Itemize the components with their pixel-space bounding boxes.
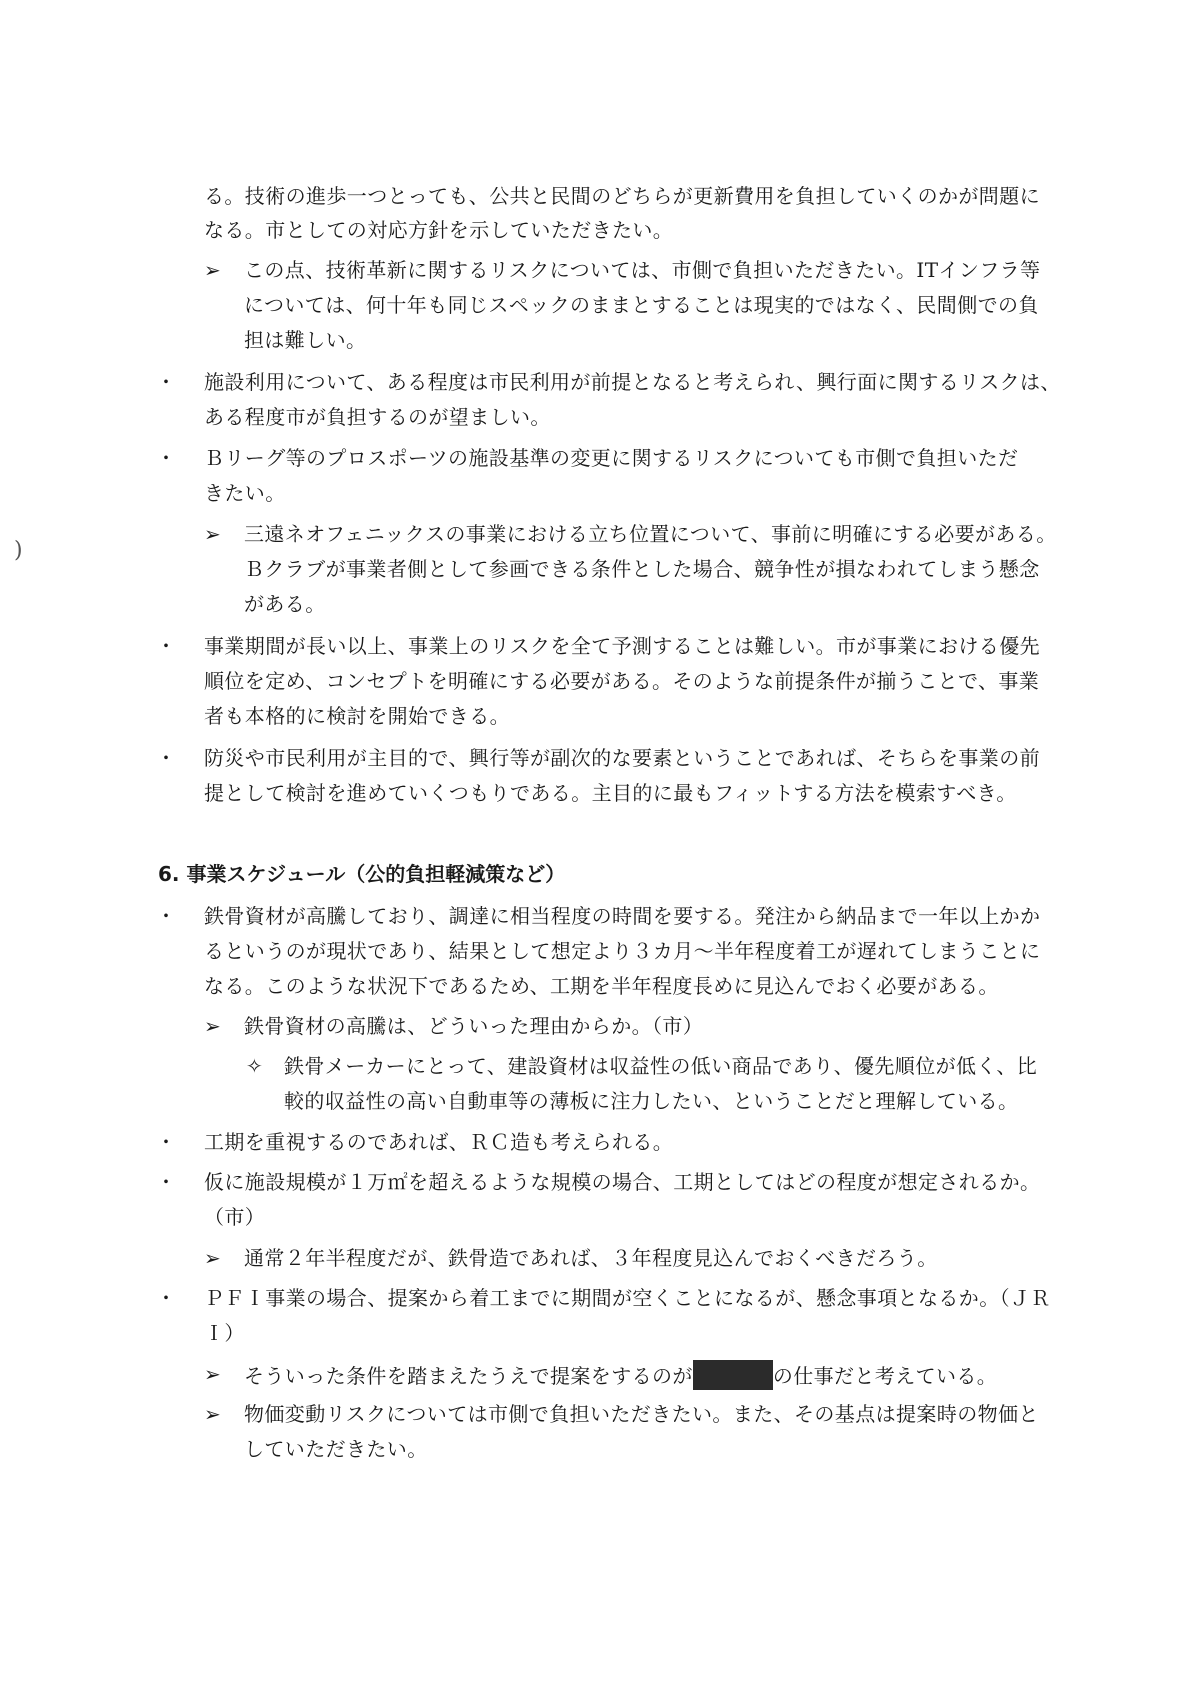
paragraph-line: Ｉ） (204, 1321, 245, 1345)
section-heading: 6. 事業スケジュール（公的負担軽減策など） (158, 862, 566, 886)
paragraph-line: ＰＦＩ事業の場合、提案から着工までに期間が空くことになるが、懸念事項となるか。（ＪＲ (204, 1286, 1051, 1310)
diamond-bullet-icon: ✧ (246, 1054, 263, 1078)
arrow-bullet-icon: ➢ (204, 1402, 221, 1426)
arrow-bullet-icon: ➢ (204, 1014, 221, 1038)
arrow-bullet-icon: ➢ (204, 1246, 221, 1270)
paragraph-line: 通常２年半程度だが、鉄骨造であれば、３年程度見込んでおくべきだろう。 (244, 1246, 938, 1270)
paragraph-line: きたい。 (204, 481, 286, 505)
paragraph-line: 順位を定め、コンセプトを明確にする必要がある。そのような前提条件が揃うことで、事業 (204, 669, 1040, 693)
dot-bullet-icon: ・ (156, 634, 176, 658)
dot-bullet-icon: ・ (156, 1170, 176, 1194)
paragraph-line: 較的収益性の高い自動車等の薄板に注力したい、ということだと理解している。 (284, 1089, 1019, 1113)
redaction-box (693, 1360, 773, 1390)
paragraph-line: 者も本格的に検討を開始できる。 (204, 704, 510, 728)
arrow-bullet-icon: ➢ (204, 258, 221, 282)
arrow-bullet-icon: ➢ (204, 522, 221, 546)
paragraph-line: （市） (204, 1205, 266, 1229)
paragraph-line: 仮に施設規模が１万㎡を超えるような規模の場合、工期としてはどの程度が想定されるか。 (204, 1170, 1041, 1194)
text-after-redaction: の仕事だと考えている。 (772, 1364, 998, 1388)
paragraph-line: 工期を重視するのであれば、ＲＣ造も考えられる。 (204, 1130, 674, 1154)
dot-bullet-icon: ・ (156, 904, 176, 928)
paragraph-line: していただきたい。 (244, 1437, 428, 1461)
paragraph-line-with-redaction (244, 1360, 997, 1390)
paragraph-line: Ｂクラブが事業者側として参画できる条件とした場合、競争性が損なわれてしまう懸念 (244, 557, 1040, 581)
paragraph-line: 事業期間が長い以上、事業上のリスクを全て予測することは難しい。市が事業における優先 (204, 634, 1040, 658)
paragraph-line: この点、技術革新に関するリスクについては、市側で負担いただきたい。ITインフラ等 (244, 258, 1041, 282)
paragraph-line: 施設利用について、ある程度は市民利用が前提となると考えられ、興行面に関するリスクは、 (204, 370, 1061, 394)
paragraph-line: がある。 (244, 592, 326, 616)
paragraph-line: る。技術の進歩一つとっても、公共と民間のどちらが更新費用を負担していくのかが問題に (204, 184, 1040, 208)
paragraph-line: 鉄骨メーカーにとって、建設資材は収益性の低い商品であり、優先順位が低く、比 (284, 1054, 1038, 1078)
paragraph-line: 防災や市民利用が主目的で、興行等が副次的な要素ということであれば、そちらを事業の前 (204, 746, 1040, 770)
paragraph-line: 提として検討を進めていくつもりである。主目的に最もフィットする方法を模索すべき。 (204, 781, 1017, 805)
paragraph-line: るというのが現状であり、結果として想定より３カ月～半年程度着工が遅れてしまうことに (204, 939, 1041, 963)
paragraph-line: なる。このような状況下であるため、工期を半年程度長めに見込んでおく必要がある。 (204, 974, 999, 998)
paragraph-line: 三遠ネオフェニックスの事業における立ち位置について、事前に明確にする必要がある。 (244, 522, 1057, 546)
arrow-bullet-icon: ➢ (204, 1362, 221, 1386)
dot-bullet-icon: ・ (156, 746, 176, 770)
dot-bullet-icon: ・ (156, 370, 176, 394)
dot-bullet-icon: ・ (156, 1130, 176, 1154)
paragraph-line: ある程度市が負担するのが望ましい。 (204, 405, 551, 429)
paragraph-line: なる。市としての対応方針を示していただきたい。 (204, 218, 674, 242)
paragraph-line: Ｂリーグ等のプロスポーツの施設基準の変更に関するリスクについても市側で負担いただ (204, 446, 1019, 470)
paragraph-line: 物価変動リスクについては市側で負担いただきたい。また、その基点は提案時の物価と (244, 1402, 1039, 1426)
dot-bullet-icon: ・ (156, 1286, 176, 1310)
paragraph-line: 担は難しい。 (244, 328, 367, 352)
scan-edge-mark: ) (14, 538, 23, 563)
dot-bullet-icon: ・ (156, 446, 176, 470)
paragraph-line: 鉄骨資材が高騰しており、調達に相当程度の時間を要する。発注から納品まで一年以上かか (204, 904, 1041, 928)
paragraph-line: については、何十年も同じスペックのままとすることは現実的ではなく、民間側での負 (244, 293, 1039, 317)
text-before-redaction: そういった条件を踏まえたうえで提案をするのが (244, 1364, 693, 1388)
paragraph-line: 鉄骨資材の高騰は、どういった理由からか。（市） (244, 1014, 704, 1038)
